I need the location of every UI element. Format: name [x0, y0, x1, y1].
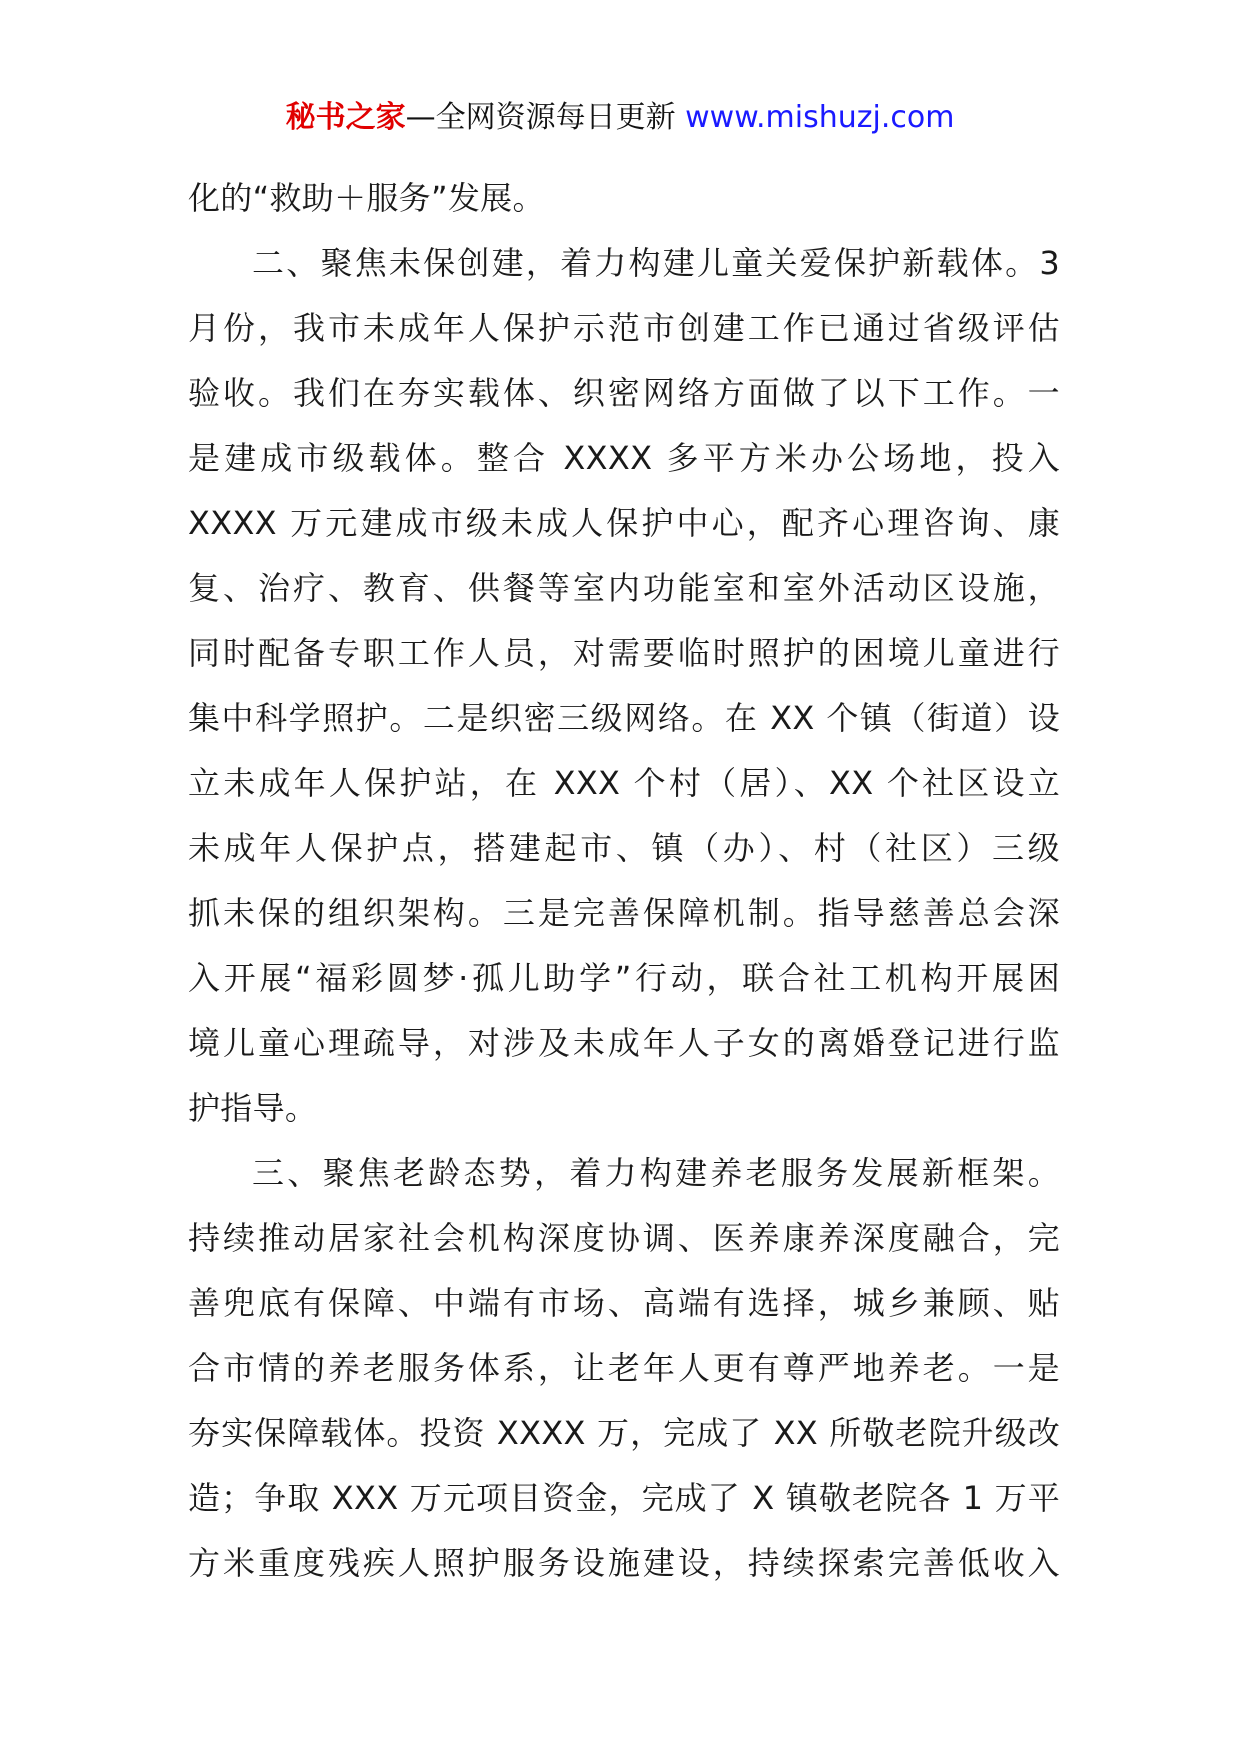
text-line: XXXX 万元建成市级未成人保护中心，配齐心理咨询、康	[188, 504, 1060, 542]
header-brand: 秘书之家	[285, 100, 406, 135]
text-line: 复、治疗、教育、供餐等室内功能室和室外活动区设施，	[188, 569, 1060, 607]
text-line: 立未成年人保护站，在 XXX 个村（居）、XX 个社区设立	[188, 764, 1060, 802]
document-header	[0, 98, 1240, 138]
text-line: 集中科学照护。二是织密三级网络。在 XX 个镇（街道）设	[188, 699, 1060, 737]
text-line: 同时配备专职工作人员，对需要临时照护的困境儿童进行	[188, 634, 1060, 672]
text-line: 月份，我市未成年人保护示范市创建工作已通过省级评估	[188, 309, 1060, 347]
text-line: 入开展“福彩圆梦·孤儿助学”行动，联合社工机构开展困	[188, 959, 1060, 997]
text-line: 化的“救助＋服务”发展。	[188, 179, 545, 217]
header-tagline: —全网资源每日更新	[405, 100, 676, 135]
text-line: 持续推动居家社会机构深度协调、医养康养深度融合，完	[188, 1219, 1060, 1257]
header-url-link[interactable]: www.mishuzj.com	[685, 100, 955, 135]
section-heading-line: 三、聚焦老龄态势，着力构建养老服务发展新框架。	[252, 1154, 1060, 1192]
text-line: 方米重度残疾人照护服务设施建设，持续探索完善低收入	[188, 1544, 1060, 1582]
text-line: 合市情的养老服务体系，让老年人更有尊严地养老。一是	[188, 1349, 1060, 1387]
text-line: 夯实保障载体。投资 XXXX 万，完成了 XX 所敬老院升级改	[188, 1414, 1060, 1452]
document-body	[188, 166, 1060, 1596]
text-line: 验收。我们在夯实载体、织密网络方面做了以下工作。一	[188, 374, 1060, 412]
text-line: 抓未保的组织架构。三是完善保障机制。指导慈善总会深	[188, 894, 1060, 932]
text-line: 是建成市级载体。整合 XXXX 多平方米办公场地，投入	[188, 439, 1060, 477]
text-line: 护指导。	[188, 1089, 318, 1127]
text-line: 善兜底有保障、中端有市场、高端有选择，城乡兼顾、贴	[188, 1284, 1060, 1322]
section-heading-line: 二、聚焦未保创建，着力构建儿童关爱保护新载体。3	[252, 244, 1060, 282]
text-line: 境儿童心理疏导，对涉及未成年人子女的离婚登记进行监	[188, 1024, 1060, 1062]
text-line: 造；争取 XXX 万元项目资金，完成了 X 镇敬老院各 1 万平	[188, 1479, 1060, 1517]
text-line: 未成年人保护点，搭建起市、镇（办）、村（社区）三级	[188, 829, 1060, 867]
